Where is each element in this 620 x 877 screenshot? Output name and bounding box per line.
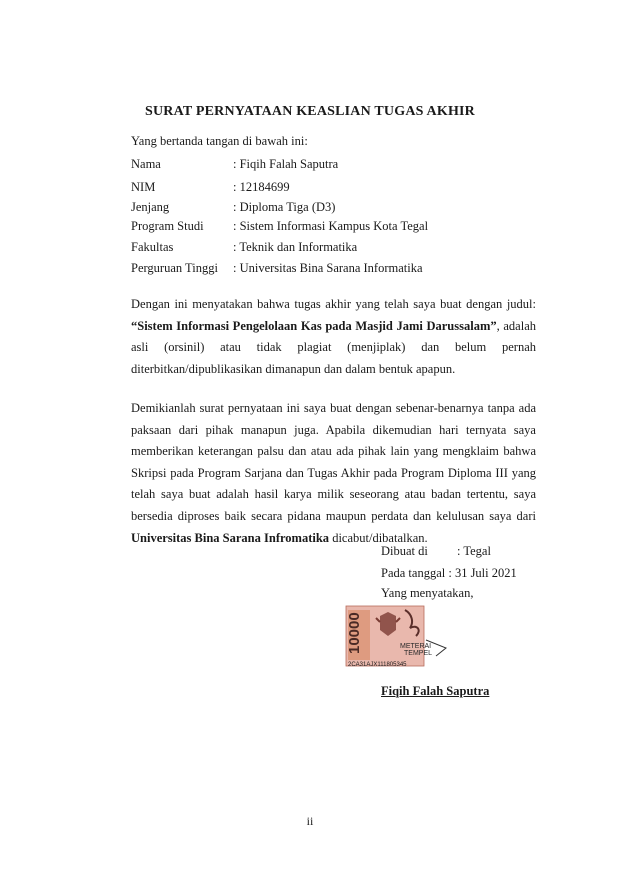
statement-text-end: , adalah asli (orsinil) atau tidak plagiat (menjiplak) dan belum pernah diterbitkan/dipublikasikan dimanapun dan dalam bentuk apapun.	[131, 318, 536, 376]
identity-value: : Diploma Tiga (D3)	[233, 200, 336, 214]
declaration-text: Demikianlah surat pernyataan ini saya buat dengan sebenar-benarnya tanpa ada paksaan dari pihak manapun juga. Apabila dikemudian hari ternyata saya memberikan keterangan palsu dan atau ada pihak lain yang mengklaim bahwa Skripsi pada Program Sarjana dan Tugas Akhir pada Program Diploma III yang telah saya buat adalah hasil karya milik seseorang atau badan tertentu, saya bersedia diproses baik secara pidana maupun perdata dan kelulusan saya dari	[131, 401, 536, 523]
page-number: ii	[306, 814, 314, 828]
place-label: Dibuat di	[381, 544, 428, 558]
stamp-value-text: 10000	[346, 612, 363, 654]
date-value: : 31 Juli 2021	[448, 566, 517, 580]
identity-value: : Teknik dan Informatika	[233, 240, 358, 254]
university-name: Universitas Bina Sarana Infromatika	[131, 530, 330, 545]
identity-value: : Sistem Informasi Kampus Kota Tegal	[233, 219, 429, 233]
meterai-stamp-image	[342, 604, 448, 670]
stamp-label-line1: METERAI	[400, 643, 432, 650]
identity-row-university	[131, 261, 423, 276]
identity-row-nim	[131, 180, 290, 195]
statement-text: Dengan ini menyatakan bahwa tugas akhir yang telah saya buat dengan judul:	[131, 297, 536, 311]
identity-value: : Universitas Bina Sarana Informatika	[233, 261, 423, 275]
identity-row-program	[131, 219, 428, 234]
date-line	[381, 566, 517, 581]
stamp-label-line2: TEMPEL	[404, 650, 433, 657]
identity-label: Perguruan Tinggi	[131, 261, 218, 275]
statement-paragraph	[131, 294, 536, 380]
place-value: : Tegal	[457, 544, 491, 558]
identity-label: Nama	[131, 157, 161, 171]
identity-label: NIM	[131, 180, 156, 194]
date-label: Pada tanggal	[381, 566, 446, 580]
thesis-title: “Sistem Informasi Pengelolaan Kas pada Masjid Jami Darussalam”	[131, 318, 497, 333]
declaration-paragraph	[131, 398, 536, 549]
intro-text: Yang bertanda tangan di bawah ini:	[131, 134, 308, 148]
identity-row-faculty	[131, 240, 357, 255]
place-line	[381, 544, 491, 559]
signer-name: Fiqih Falah Saputra	[381, 684, 490, 698]
identity-value: : Fiqih Falah Saputra	[233, 157, 339, 171]
identity-label: Jenjang	[131, 200, 170, 214]
document-title: SURAT PERNYATAAN KEASLIAN TUGAS AKHIR	[145, 104, 475, 119]
identity-label: Program Studi	[131, 219, 204, 233]
closing-text: Yang menyatakan,	[381, 586, 474, 600]
declaration-text-end: dicabut/dibatalkan.	[329, 530, 428, 545]
stamp-serial: 2CA31AJX111805345	[348, 662, 407, 668]
identity-row-level	[131, 200, 335, 215]
identity-label: Fakultas	[131, 240, 174, 254]
identity-value: : 12184699	[233, 180, 290, 194]
identity-row-name	[131, 157, 338, 172]
